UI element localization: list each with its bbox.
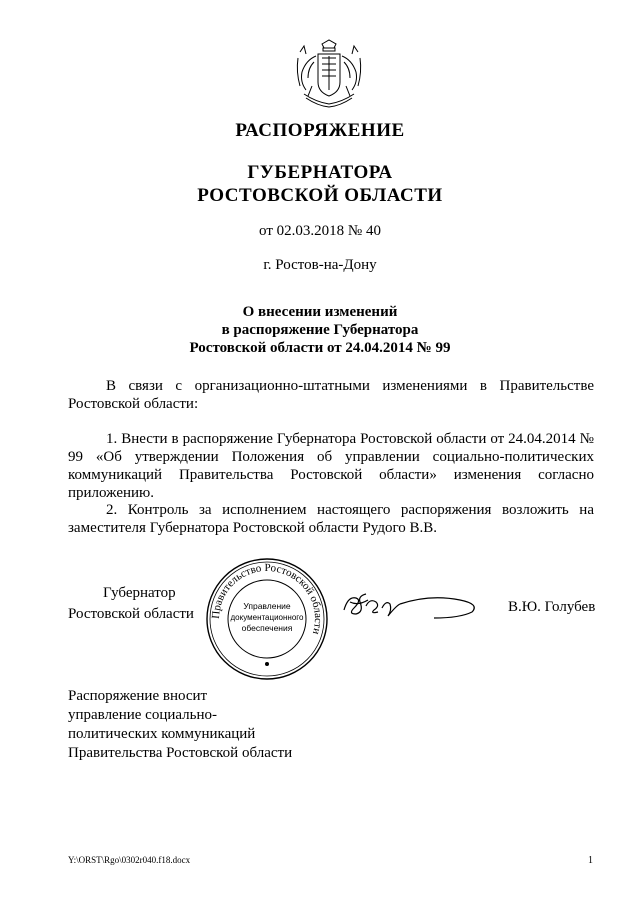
coat-of-arms-emblem	[292, 38, 366, 110]
signature-scribble-icon	[340, 588, 490, 628]
date-number: от 02.03.2018 № 40	[259, 223, 381, 239]
stamp-seal-icon	[204, 557, 330, 681]
document-type-title: РАСПОРЯЖЕНИЕ	[235, 120, 405, 141]
preamble-paragraph	[68, 377, 594, 413]
item-2-text: 2. Контроль за исполнением настоящего распоряжения возложить на заместителя Губернатора Ростовской области Рудого В.В.	[68, 502, 594, 536]
subject-line2: в распоряжение Губернатора	[221, 322, 419, 338]
page-number: 1	[588, 855, 593, 866]
submitted-by-note	[68, 687, 292, 763]
subject-line3: Ростовской области от 24.04.2014 № 99	[189, 340, 451, 356]
preamble-text: В связи с организационно-штатными изменениями в Правительстве Ростовской области:	[68, 378, 594, 412]
official-stamp	[204, 557, 330, 681]
item-1-text: 1. Внести в распоряжение Губернатора Ростовской области от 24.04.2014 № 99 «Об утверждении Положения об управлении социально-политических коммуникаций Правительства Ростовской области» изменения согласно приложению.	[68, 431, 594, 501]
submitted-by-line4: Правительства Ростовской области	[68, 745, 293, 761]
signatory-position	[68, 583, 194, 625]
issuer-title-line1: ГУБЕРНАТОРА	[247, 162, 393, 183]
item-2-paragraph	[68, 501, 594, 537]
coat-of-arms-icon	[292, 38, 366, 110]
stamp-inner-line1: Управление	[243, 601, 291, 611]
submitted-by-line1: Распоряжение вносит	[68, 688, 208, 704]
stamp-outer-text: Правительство Ростовской области	[209, 561, 325, 636]
submitted-by-line2: управление социально-	[68, 707, 218, 723]
subject-line1: О внесении изменений	[242, 304, 398, 320]
signatory-name: В.Ю. Голубев	[508, 599, 596, 615]
file-path: Y:\ORST\Rgo\0302r040.f18.docx	[68, 855, 191, 865]
issuer-title-line2: РОСТОВСКОЙ ОБЛАСТИ	[197, 185, 443, 206]
document-subject	[0, 303, 640, 357]
city: г. Ростов-на-Дону	[263, 257, 377, 273]
item-1-paragraph	[68, 430, 594, 502]
submitted-by-line3: политических коммуникаций	[68, 726, 256, 742]
stamp-inner-line2: документационного	[230, 613, 304, 622]
handwritten-signature	[340, 588, 490, 628]
stamp-inner-line3: обеспечения	[241, 623, 293, 633]
signatory-position-line1: Губернатор	[103, 585, 176, 601]
signatory-position-line2: Ростовской области	[68, 606, 194, 622]
